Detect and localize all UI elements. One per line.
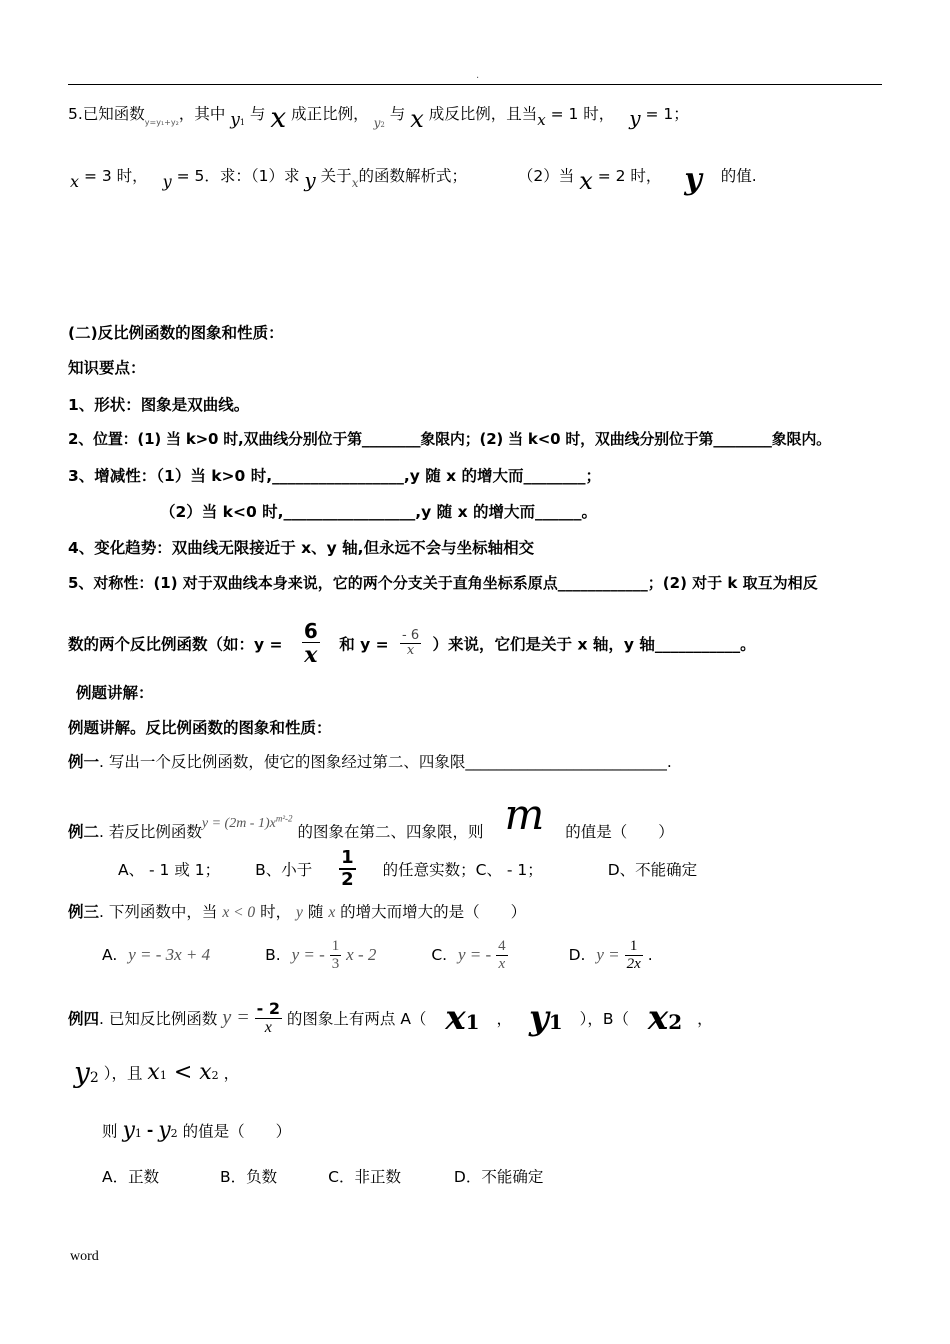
q5-text: 与 bbox=[389, 105, 406, 123]
examples-heading: 例题讲解： bbox=[76, 684, 154, 702]
var-y: y bbox=[304, 168, 316, 192]
fraction-neg6-over-x: $\frac{- 6}{x}$ bbox=[402, 627, 420, 659]
var-y1: y1 bbox=[122, 1118, 142, 1143]
var-y2: y2 bbox=[373, 116, 385, 130]
point-position: 2、位置：(1) 当 k>0 时,双曲线分别位于第________象限内；(2) 当 k<0 时，双曲线分别位于第________象限内。 bbox=[68, 430, 831, 448]
example-3 bbox=[68, 900, 526, 922]
option-b: B、小于 bbox=[255, 860, 313, 879]
example-text: 的值是（ ） bbox=[565, 823, 674, 841]
option-a: A．正数 bbox=[102, 1168, 160, 1186]
fraction-6-over-x: $\frac{6}{x}$ bbox=[303, 619, 318, 668]
fraction-four-over-x: $\frac{4}{x}$ bbox=[498, 938, 506, 972]
q5-function: y=y₁+y₂ bbox=[144, 118, 179, 127]
option-a-label: A. bbox=[102, 946, 118, 964]
var-m: m bbox=[504, 790, 545, 839]
var-y: y bbox=[296, 904, 303, 921]
q5-text: = 3 时， bbox=[83, 167, 148, 185]
example-label: 例二 bbox=[68, 823, 100, 841]
example-text: . 写出一个反比例函数，使它的图象经过第二、四象限__________________________. bbox=[99, 753, 672, 771]
option-b: B．负数 bbox=[220, 1168, 278, 1186]
fraction-one-half: $\frac{1}{2}$ bbox=[341, 847, 354, 890]
var-x: x bbox=[351, 176, 359, 190]
option-c-label: C. bbox=[431, 946, 448, 964]
option-d-formula: y = bbox=[596, 945, 620, 964]
option-d: D．不能确定 bbox=[453, 1168, 544, 1186]
examples-subheading: 例题讲解。反比例函数的图象和性质： bbox=[68, 719, 332, 737]
example-text: . 已知反比例函数 bbox=[99, 1010, 218, 1028]
example-text: 则 bbox=[102, 1122, 118, 1141]
example-label: 例一 bbox=[68, 753, 100, 771]
option-d-formula: . bbox=[647, 946, 653, 964]
ex3-condition: x < 0 bbox=[222, 904, 256, 921]
example-4-options bbox=[102, 1165, 543, 1187]
example-2 bbox=[68, 790, 674, 842]
option-a-formula: y = - 3x + 4 bbox=[128, 945, 211, 964]
example-text: ， bbox=[223, 1064, 240, 1083]
footer-label: word bbox=[70, 1249, 99, 1264]
option-d: D、不能确定 bbox=[607, 860, 698, 879]
q5-text: 成反比例，且当 bbox=[428, 105, 538, 123]
example-4 bbox=[68, 998, 713, 1038]
example-label: 例四 bbox=[68, 1010, 100, 1028]
example-text: 的图象在第二、四象限，则 bbox=[297, 823, 484, 841]
fraction-one-over-2x: $\frac{1}{2x}$ bbox=[626, 938, 641, 972]
var-x1: x1 bbox=[445, 998, 480, 1038]
q5-line1 bbox=[68, 101, 689, 134]
header-rule bbox=[68, 84, 882, 85]
example-4-question bbox=[102, 1118, 291, 1143]
point-shape: 1、形状：图象是双曲线。 bbox=[68, 396, 250, 414]
point-symmetry-cont bbox=[68, 620, 756, 667]
example-text: . 下列函数中，当 bbox=[99, 903, 218, 921]
example-2-options bbox=[118, 848, 697, 890]
ex4-inequality: x1 < x2 bbox=[147, 1060, 219, 1085]
q5-intro: 5.已知函数 bbox=[68, 105, 145, 123]
point-monotonic-1: 3、增减性：（1）当 k>0 时,_________________,y 随 x 的增大而________； bbox=[68, 467, 602, 485]
example-text: 随 bbox=[307, 903, 324, 921]
q5-text: 的值. bbox=[720, 167, 757, 185]
example-4-cont bbox=[74, 1056, 239, 1089]
var-y: y bbox=[684, 162, 702, 197]
q5-text: = 5．求：（1）求 bbox=[176, 167, 300, 185]
var-y: y bbox=[629, 106, 641, 130]
fraction-one-third: $\frac{1}{3}$ bbox=[331, 938, 340, 972]
example-label: 例三 bbox=[68, 903, 100, 921]
q5-text: ，其中 bbox=[178, 105, 226, 123]
option-b-formula: y = - bbox=[291, 945, 325, 964]
q5-text: = 1； bbox=[645, 105, 689, 123]
q5-text: （2）当 bbox=[517, 167, 575, 185]
symmetry-text: 数的两个反比例函数（如：y = bbox=[68, 635, 283, 654]
q5-text: = 1 时， bbox=[550, 105, 615, 123]
point-trend: 4、变化趋势：双曲线无限接近于 x、y 轴,但永远不会与坐标轴相交 bbox=[68, 539, 535, 557]
var-x: x bbox=[537, 111, 546, 129]
point-symmetry: 5、对称性：(1) 对于双曲线本身来说，它的两个分支关于直角坐标系原点____________；(2) 对于 k 取互为相反 bbox=[68, 574, 818, 592]
example-text: ），B（ bbox=[579, 1010, 629, 1028]
q5-text: 成正比例， bbox=[291, 105, 369, 123]
symmetry-text: ）来说，它们是关于 x 轴，y 轴___________。 bbox=[432, 635, 756, 654]
var-y2: y2 bbox=[158, 1118, 178, 1143]
option-c-formula: y = - bbox=[458, 945, 492, 964]
example-text: 的值是（ ） bbox=[182, 1122, 292, 1141]
fraction-neg2-over-x: $\frac{- 2}{x}$ bbox=[256, 998, 280, 1036]
example-text: 时， bbox=[260, 903, 292, 921]
var-x: x bbox=[70, 172, 80, 191]
q5-text: 与 bbox=[249, 105, 266, 123]
example-text: ），且 bbox=[103, 1064, 143, 1083]
symmetry-text: 和 y = bbox=[339, 635, 389, 654]
q5-text: 的函数解析式； bbox=[358, 167, 467, 185]
var-x2: x2 bbox=[647, 998, 683, 1038]
var-y: y bbox=[162, 172, 172, 191]
ex2-formula: $y = (2m - 1)x^{m^2-2}$ bbox=[201, 813, 293, 831]
knowledge-heading: 知识要点： bbox=[68, 359, 146, 377]
var-y1: y1 bbox=[230, 110, 245, 130]
example-1 bbox=[68, 750, 672, 772]
example-text: 的图象上有两点 A（ bbox=[286, 1010, 427, 1028]
option-b-formula: x - 2 bbox=[346, 945, 377, 964]
example-text: 的增大而增大的是（ ） bbox=[340, 903, 527, 921]
minus-sign: - bbox=[146, 1121, 154, 1140]
var-x: x bbox=[410, 105, 424, 133]
q5-line2 bbox=[70, 162, 757, 197]
separator: ， bbox=[697, 1010, 713, 1028]
point-monotonic-2: （2）当 k<0 时,_________________,y 随 x 的增大而______。 bbox=[160, 503, 597, 521]
var-x: x bbox=[328, 904, 336, 921]
separator: ， bbox=[496, 1010, 513, 1028]
example-3-options bbox=[102, 938, 653, 972]
var-y1: y1 bbox=[528, 998, 563, 1038]
option-b-c: 的任意实数；C、 - 1； bbox=[382, 860, 543, 879]
option-a: A、 - 1 或 1； bbox=[118, 860, 221, 879]
option-d-label: D. bbox=[568, 946, 586, 964]
option-c: C．非正数 bbox=[328, 1168, 401, 1186]
q5-text: 关于 bbox=[320, 167, 352, 185]
example-text: . 若反比例函数 bbox=[99, 823, 202, 841]
var-x: x bbox=[579, 167, 593, 195]
section-title: (二)反比例函数的图象和性质： bbox=[68, 324, 284, 342]
q5-text: = 2 时， bbox=[597, 167, 662, 185]
ex4-function: y = bbox=[222, 1006, 250, 1029]
header-dot: . bbox=[476, 70, 480, 81]
option-b-label: B. bbox=[265, 946, 281, 964]
var-x: x bbox=[270, 101, 287, 134]
var-y2: y2 bbox=[74, 1056, 99, 1089]
